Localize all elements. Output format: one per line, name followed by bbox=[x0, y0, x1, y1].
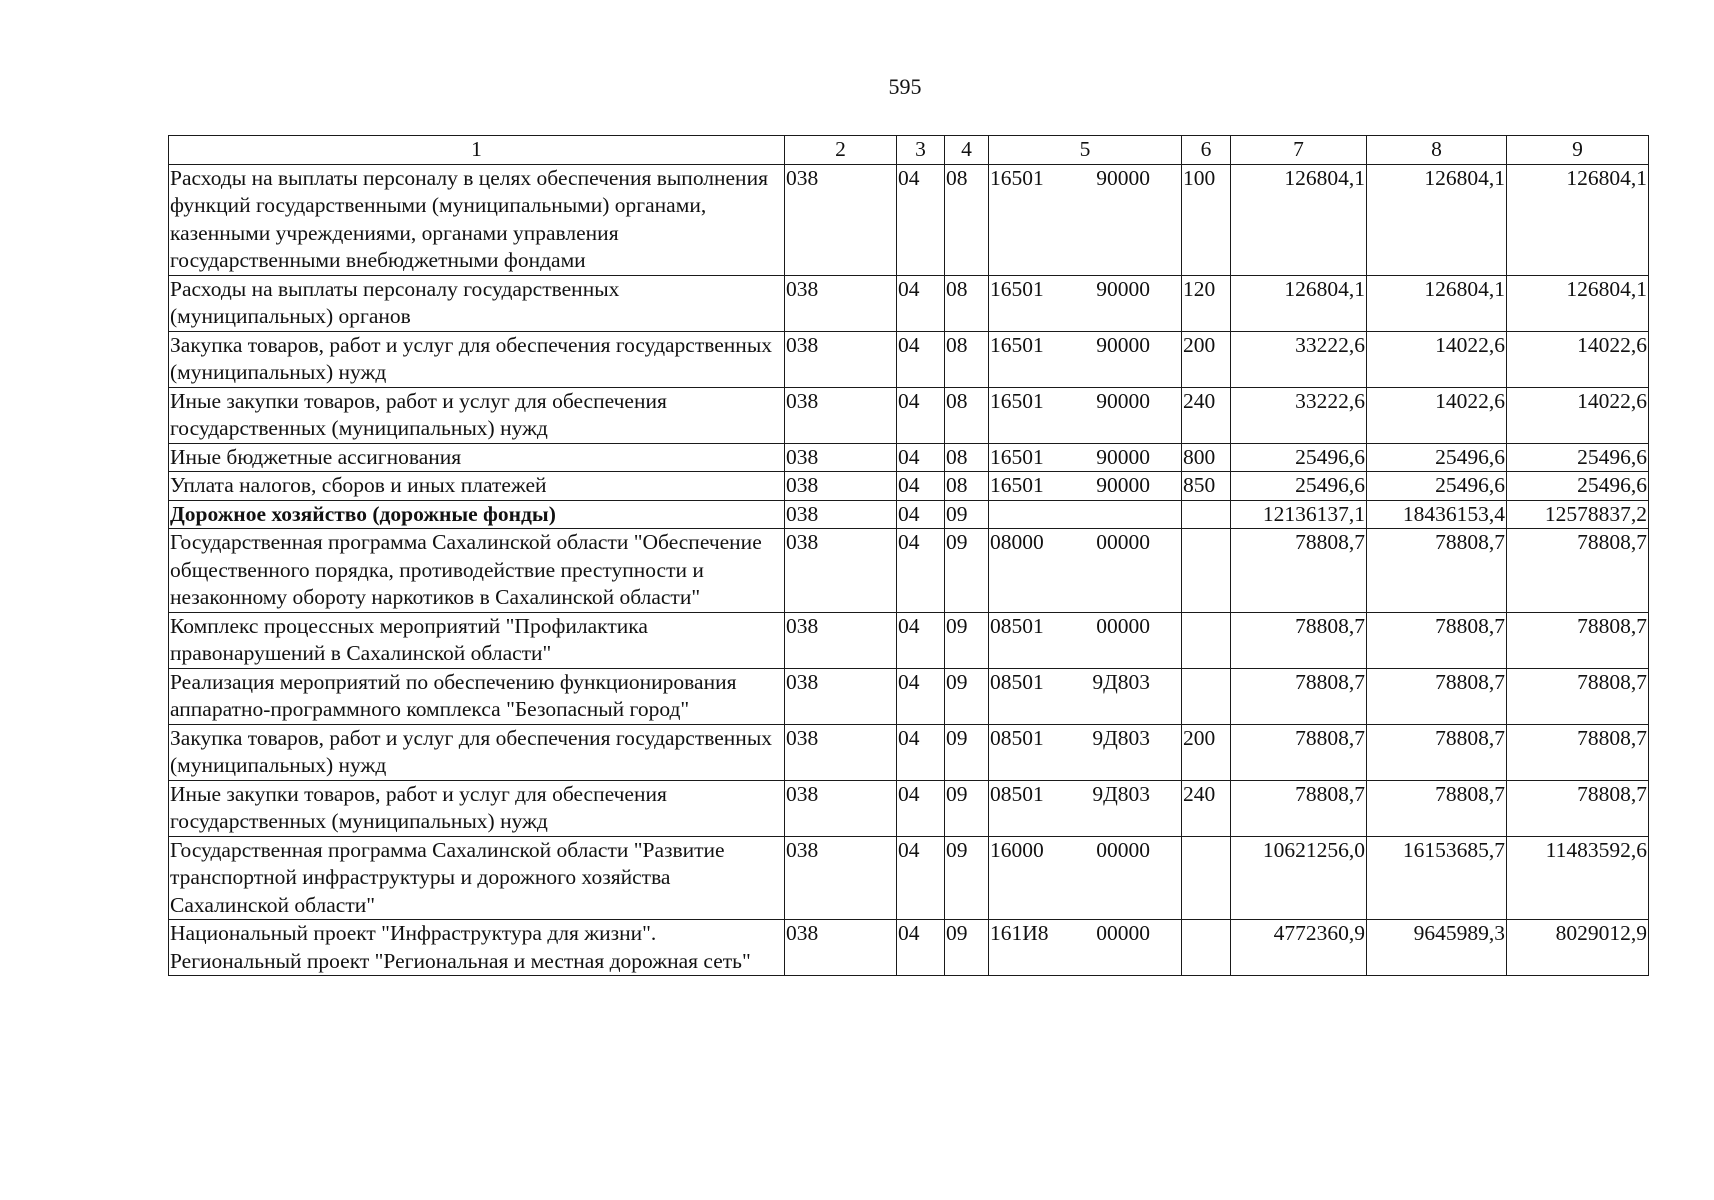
amount-col-8: 9645989,3 bbox=[1367, 920, 1507, 976]
amount-col-9: 8029012,9 bbox=[1507, 920, 1649, 976]
column-header-5: 5 bbox=[989, 136, 1182, 165]
table-row bbox=[169, 529, 1649, 613]
program-code: 16501 bbox=[990, 165, 1044, 190]
amount-col-7: 25496,6 bbox=[1231, 472, 1367, 501]
row-name: Уплата налогов, сборов и иных платежей bbox=[169, 472, 785, 501]
amount-col-8: 14022,6 bbox=[1367, 387, 1507, 443]
target-article-code bbox=[989, 780, 1182, 836]
subsection-code: 08 bbox=[945, 472, 989, 501]
target-article-code bbox=[989, 836, 1182, 920]
column-header-7: 7 bbox=[1231, 136, 1367, 165]
row-name: Иные закупки товаров, работ и услуг для обеспечения государственных (муниципальных) нужд bbox=[169, 387, 785, 443]
column-header-9: 9 bbox=[1507, 136, 1649, 165]
target-article-code bbox=[989, 612, 1182, 668]
amount-col-9: 78808,7 bbox=[1507, 724, 1649, 780]
section-code: 04 bbox=[897, 668, 945, 724]
amount-col-9: 14022,6 bbox=[1507, 331, 1649, 387]
row-name: Закупка товаров, работ и услуг для обеспечения государственных (муниципальных) нужд bbox=[169, 724, 785, 780]
subsection-code: 09 bbox=[945, 724, 989, 780]
subsection-code: 09 bbox=[945, 612, 989, 668]
table-row bbox=[169, 780, 1649, 836]
direction-code: 90000 bbox=[1096, 165, 1150, 190]
expense-type-code bbox=[1182, 668, 1231, 724]
amount-col-7: 78808,7 bbox=[1231, 668, 1367, 724]
direction-code: 9Д803 bbox=[1092, 725, 1150, 750]
admin-code: 038 bbox=[785, 500, 897, 529]
amount-col-7: 12136137,1 bbox=[1231, 500, 1367, 529]
target-article-code bbox=[989, 920, 1182, 976]
subsection-code: 08 bbox=[945, 443, 989, 472]
admin-code: 038 bbox=[785, 387, 897, 443]
row-name: Реализация мероприятий по обеспечению функционирования аппаратно-программного комплекса "Безопасный город" bbox=[169, 668, 785, 724]
amount-col-9: 78808,7 bbox=[1507, 529, 1649, 613]
amount-col-7: 78808,7 bbox=[1231, 529, 1367, 613]
amount-col-7: 78808,7 bbox=[1231, 724, 1367, 780]
subsection-code: 09 bbox=[945, 920, 989, 976]
row-name: Расходы на выплаты персоналу в целях обеспечения выполнения функций государственными (муниципальными) органами, казенными учреждениями, органами управления государственными внебюджетными фондами bbox=[169, 164, 785, 275]
column-header-6: 6 bbox=[1182, 136, 1231, 165]
row-name: Иные закупки товаров, работ и услуг для обеспечения государственных (муниципальных) нужд bbox=[169, 780, 785, 836]
section-code: 04 bbox=[897, 500, 945, 529]
amount-col-8: 78808,7 bbox=[1367, 612, 1507, 668]
program-code: 08501 bbox=[990, 781, 1044, 806]
subsection-code: 08 bbox=[945, 331, 989, 387]
table-row bbox=[169, 275, 1649, 331]
program-code: 161И8 bbox=[990, 921, 1049, 945]
admin-code: 038 bbox=[785, 275, 897, 331]
program-code: 16501 bbox=[990, 388, 1044, 413]
table-row bbox=[169, 387, 1649, 443]
admin-code: 038 bbox=[785, 668, 897, 724]
amount-col-9: 12578837,2 bbox=[1507, 500, 1649, 529]
subsection-code: 08 bbox=[945, 275, 989, 331]
expense-type-code bbox=[1182, 500, 1231, 529]
row-name: Государственная программа Сахалинской области "Развитие транспортной инфраструктуры и дорожного хозяйства Сахалинской области" bbox=[169, 836, 785, 920]
column-number-row bbox=[169, 136, 1649, 165]
page-number: 595 bbox=[888, 74, 922, 99]
admin-code: 038 bbox=[785, 443, 897, 472]
amount-col-8: 78808,7 bbox=[1367, 724, 1507, 780]
subsection-code: 09 bbox=[945, 500, 989, 529]
program-code: 16501 bbox=[990, 332, 1044, 357]
section-code: 04 bbox=[897, 836, 945, 920]
direction-code: 90000 bbox=[1096, 388, 1150, 413]
expense-type-code: 240 bbox=[1182, 387, 1231, 443]
amount-col-8: 25496,6 bbox=[1367, 472, 1507, 501]
amount-col-8: 16153685,7 bbox=[1367, 836, 1507, 920]
section-code: 04 bbox=[897, 529, 945, 613]
table-row bbox=[169, 164, 1649, 275]
admin-code: 038 bbox=[785, 472, 897, 501]
amount-col-9: 78808,7 bbox=[1507, 668, 1649, 724]
table-row bbox=[169, 472, 1649, 501]
direction-code: 00000 bbox=[1096, 530, 1150, 554]
row-name: Закупка товаров, работ и услуг для обеспечения государственных (муниципальных) нужд bbox=[169, 331, 785, 387]
budget-table bbox=[168, 135, 1649, 976]
amount-col-7: 126804,1 bbox=[1231, 275, 1367, 331]
amount-col-9: 78808,7 bbox=[1507, 780, 1649, 836]
row-name: Национальный проект "Инфраструктура для жизни". Региональный проект "Региональная и местная дорожная сеть" bbox=[169, 920, 785, 976]
admin-code: 038 bbox=[785, 836, 897, 920]
target-article-code bbox=[989, 529, 1182, 613]
subsection-code: 09 bbox=[945, 529, 989, 613]
program-code: 16501 bbox=[990, 473, 1044, 497]
direction-code: 90000 bbox=[1096, 332, 1150, 357]
target-article-code bbox=[989, 331, 1182, 387]
amount-col-7: 33222,6 bbox=[1231, 331, 1367, 387]
table-row bbox=[169, 331, 1649, 387]
amount-col-7: 78808,7 bbox=[1231, 780, 1367, 836]
expense-type-code: 240 bbox=[1182, 780, 1231, 836]
table-row bbox=[169, 920, 1649, 976]
subsection-code: 09 bbox=[945, 668, 989, 724]
subsection-code: 08 bbox=[945, 164, 989, 275]
subsection-code: 09 bbox=[945, 780, 989, 836]
program-code: 08000 bbox=[990, 530, 1044, 554]
admin-code: 038 bbox=[785, 331, 897, 387]
table-body bbox=[169, 164, 1649, 976]
direction-code: 9Д803 bbox=[1092, 781, 1150, 806]
target-article-code bbox=[989, 443, 1182, 472]
direction-code: 00000 bbox=[1096, 613, 1150, 638]
table-row bbox=[169, 836, 1649, 920]
program-code: 08501 bbox=[990, 613, 1044, 638]
amount-col-7: 25496,6 bbox=[1231, 443, 1367, 472]
program-code: 08501 bbox=[990, 725, 1044, 750]
row-name: Иные бюджетные ассигнования bbox=[169, 443, 785, 472]
expense-type-code bbox=[1182, 920, 1231, 976]
section-code: 04 bbox=[897, 387, 945, 443]
column-header-3: 3 bbox=[897, 136, 945, 165]
column-header-8: 8 bbox=[1367, 136, 1507, 165]
amount-col-7: 33222,6 bbox=[1231, 387, 1367, 443]
amount-col-9: 11483592,6 bbox=[1507, 836, 1649, 920]
direction-code: 90000 bbox=[1096, 444, 1150, 469]
admin-code: 038 bbox=[785, 612, 897, 668]
amount-col-8: 25496,6 bbox=[1367, 443, 1507, 472]
amount-col-9: 126804,1 bbox=[1507, 275, 1649, 331]
direction-code: 00000 bbox=[1096, 837, 1150, 862]
section-code: 04 bbox=[897, 331, 945, 387]
column-header-4: 4 bbox=[945, 136, 989, 165]
amount-col-8: 18436153,4 bbox=[1367, 500, 1507, 529]
target-article-code bbox=[989, 668, 1182, 724]
section-code: 04 bbox=[897, 612, 945, 668]
admin-code: 038 bbox=[785, 920, 897, 976]
amount-col-7: 10621256,0 bbox=[1231, 836, 1367, 920]
admin-code: 038 bbox=[785, 724, 897, 780]
expense-type-code bbox=[1182, 529, 1231, 613]
amount-col-7: 4772360,9 bbox=[1231, 920, 1367, 976]
table-row bbox=[169, 500, 1649, 529]
expense-type-code: 850 bbox=[1182, 472, 1231, 501]
expense-type-code: 200 bbox=[1182, 331, 1231, 387]
direction-code: 00000 bbox=[1096, 921, 1150, 945]
amount-col-7: 78808,7 bbox=[1231, 612, 1367, 668]
program-code: 16501 bbox=[990, 276, 1044, 301]
admin-code: 038 bbox=[785, 164, 897, 275]
amount-col-9: 14022,6 bbox=[1507, 387, 1649, 443]
section-code: 04 bbox=[897, 472, 945, 501]
target-article-code bbox=[989, 500, 1182, 529]
table-row bbox=[169, 668, 1649, 724]
amount-col-9: 126804,1 bbox=[1507, 164, 1649, 275]
expense-type-code: 800 bbox=[1182, 443, 1231, 472]
amount-col-8: 78808,7 bbox=[1367, 780, 1507, 836]
program-code: 16501 bbox=[990, 444, 1044, 469]
section-code: 04 bbox=[897, 443, 945, 472]
subsection-code: 09 bbox=[945, 836, 989, 920]
column-header-2: 2 bbox=[785, 136, 897, 165]
amount-col-9: 78808,7 bbox=[1507, 612, 1649, 668]
section-code: 04 bbox=[897, 724, 945, 780]
amount-col-8: 78808,7 bbox=[1367, 668, 1507, 724]
row-name: Расходы на выплаты персоналу государственных (муниципальных) органов bbox=[169, 275, 785, 331]
row-name: Дорожное хозяйство (дорожные фонды) bbox=[169, 500, 785, 529]
amount-col-9: 25496,6 bbox=[1507, 472, 1649, 501]
section-code: 04 bbox=[897, 920, 945, 976]
expense-type-code bbox=[1182, 836, 1231, 920]
expense-type-code bbox=[1182, 612, 1231, 668]
admin-code: 038 bbox=[785, 529, 897, 613]
section-code: 04 bbox=[897, 275, 945, 331]
row-name: Комплекс процессных мероприятий "Профилактика правонарушений в Сахалинской области" bbox=[169, 612, 785, 668]
table-row bbox=[169, 443, 1649, 472]
table-row bbox=[169, 724, 1649, 780]
amount-col-7: 126804,1 bbox=[1231, 164, 1367, 275]
target-article-code bbox=[989, 724, 1182, 780]
section-code: 04 bbox=[897, 164, 945, 275]
subsection-code: 08 bbox=[945, 387, 989, 443]
direction-code: 90000 bbox=[1096, 473, 1150, 497]
target-article-code bbox=[989, 275, 1182, 331]
program-code: 08501 bbox=[990, 669, 1044, 694]
direction-code: 90000 bbox=[1096, 276, 1150, 301]
amount-col-8: 126804,1 bbox=[1367, 275, 1507, 331]
target-article-code bbox=[989, 387, 1182, 443]
amount-col-8: 126804,1 bbox=[1367, 164, 1507, 275]
expense-type-code: 100 bbox=[1182, 164, 1231, 275]
program-code: 16000 bbox=[990, 837, 1044, 862]
amount-col-8: 14022,6 bbox=[1367, 331, 1507, 387]
row-name: Государственная программа Сахалинской области "Обеспечение общественного порядка, противодействие преступности и незаконному обороту наркотиков в Сахалинской области" bbox=[169, 529, 785, 613]
admin-code: 038 bbox=[785, 780, 897, 836]
expense-type-code: 200 bbox=[1182, 724, 1231, 780]
column-header-1: 1 bbox=[169, 136, 785, 165]
target-article-code bbox=[989, 472, 1182, 501]
section-code: 04 bbox=[897, 780, 945, 836]
amount-col-8: 78808,7 bbox=[1367, 529, 1507, 613]
target-article-code bbox=[989, 164, 1182, 275]
direction-code: 9Д803 bbox=[1092, 669, 1150, 694]
amount-col-9: 25496,6 bbox=[1507, 443, 1649, 472]
table-row bbox=[169, 612, 1649, 668]
expense-type-code: 120 bbox=[1182, 275, 1231, 331]
